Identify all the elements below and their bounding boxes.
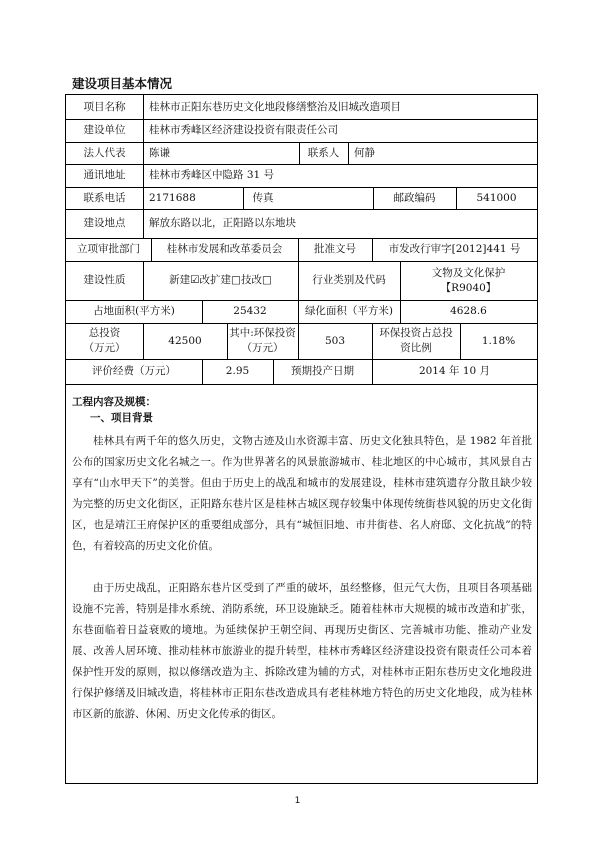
env-ratio-label-line2: 资比例 <box>400 342 432 354</box>
project-name-value: 桂林市正阳东巷历史文化地段修缮整治及旧城改造项目 <box>149 100 401 113</box>
fax-label: 传真 <box>252 191 274 204</box>
approval-no-label: 批准文号 <box>314 243 356 255</box>
postcode-value: 541000 <box>476 191 517 204</box>
approval-dept-label: 立项审批部门 <box>77 243 140 255</box>
env-ratio-label <box>372 323 460 359</box>
invest-label-line1: 总投资 <box>88 327 121 339</box>
area-value: 25432 <box>233 305 267 317</box>
eval-fee-value: 2.95 <box>225 365 250 377</box>
industry-name: 文物及文化保护 <box>431 266 506 279</box>
phone-label: 联系电话 <box>83 191 126 204</box>
unit-value: 桂林市秀峰区经济建设投资有限责任公司 <box>149 124 338 136</box>
env-invest-label-line1: 其中:环保投资 <box>229 327 296 339</box>
page-heading: 建设项目基本情况 <box>72 76 173 91</box>
green-label: 绿化面积（平方米) <box>304 305 394 317</box>
section-title: 工程内容及规模： <box>72 396 156 408</box>
subsection-title: 一、项目背景 <box>90 412 153 424</box>
fax-value <box>283 187 373 209</box>
postcode-label: 邮政编码 <box>393 191 436 204</box>
invest-label <box>66 323 143 359</box>
env-invest-label-line2: （万元） <box>241 342 284 354</box>
legal-rep-value: 陈谦 <box>149 146 170 159</box>
approval-dept-value: 桂林市发展和改革委员会 <box>166 243 283 255</box>
contact-value: 何静 <box>354 146 375 159</box>
prod-date-value: 2014 年 10 月 <box>418 365 491 377</box>
prod-date-label: 预期投产日期 <box>291 365 354 377</box>
address-label: 通讯地址 <box>83 169 126 181</box>
location-value: 解放东路以北，正阳路以东地块 <box>149 217 296 229</box>
address-value: 桂林市秀峰区中隐路 31 号 <box>149 169 275 181</box>
eval-fee-label: 评价经费（万元） <box>92 365 176 377</box>
env-ratio-label-line1: 环保投资占总投 <box>379 327 453 339</box>
env-invest-value: 503 <box>324 334 346 347</box>
nature-label: 建设性质 <box>83 274 126 286</box>
background-paragraph-2: 由于历史战乱，正阳路东巷片区受到了严重的破坏，虽经整修，但元气大伤，且项目各项基础设施不完善，特别是排水系统、消防系统，环卫设施缺乏。随着桂林市大规模的城市改造和扩张，东巷面临着日益衰败的境地。为延续保护王朝空间、再现历史街区、完善城市功能、推动产业发展、改善人居环境、推动桂林市旅游业的提升转型，桂林市秀峰区经济建设投资有限责任公司本着保护性开发的原则，拟以修缮改造为主、拆除改建为辅的方式，对桂林市正阳东巷历史文化地段进行保护修缮及旧城改造，将桂林市正阳东巷改造成具有老桂林地方特色的历史文化地段，成为桂林市区新的旅游、休闲、历史文化传承的街区。 <box>72 582 532 720</box>
invest-value: 42500 <box>168 334 202 347</box>
nature-value: 新建☑改扩建□技改□ <box>169 274 272 286</box>
env-invest-label <box>227 323 298 359</box>
area-label: 占地面积(平方米) <box>93 305 175 317</box>
contact-label: 联系人 <box>307 146 340 159</box>
legal-rep-label: 法人代表 <box>83 146 126 159</box>
phone-value: 2171688 <box>149 191 196 204</box>
unit-label: 建设单位 <box>83 124 126 136</box>
industry-label: 行业类别及代码 <box>312 274 386 286</box>
project-name-label: 项目名称 <box>83 100 126 113</box>
location-label: 建设地点 <box>83 217 126 229</box>
background-paragraph-1: 桂林具有两千年的悠久历史，文物古迹及山水资源丰富、历史文化独具特色，是 1982 年首批公布的国家历史文化名城之一。作为世界著名的风景旅游城市、桂北地区的中心城市，其风景自古享有“山水甲天下”的美誉。但由于历史上的战乱和城市的发展建设，桂林市建筑遗存分散且缺少较为完整的历史文化街区，正阳路东巷片区是桂林古城区现存较集中体现传统街巷风貌的历史文化街区，也是靖江王府保护区的重要组成部分，具有“城恒旧地、市井街巷、名人府邸、文化抗战”的特色，有着较高的历史文化价值。 <box>72 435 532 552</box>
green-value: 4628.6 <box>450 305 487 317</box>
invest-label-line2: （万元） <box>83 342 126 354</box>
industry-value <box>400 261 537 300</box>
page-number: 1 <box>294 796 301 806</box>
env-ratio-value: 1.18% <box>481 334 516 347</box>
industry-code: 【R9040】 <box>440 281 497 294</box>
approval-no-value: 市发改行审字[2012]441 号 <box>388 243 521 255</box>
